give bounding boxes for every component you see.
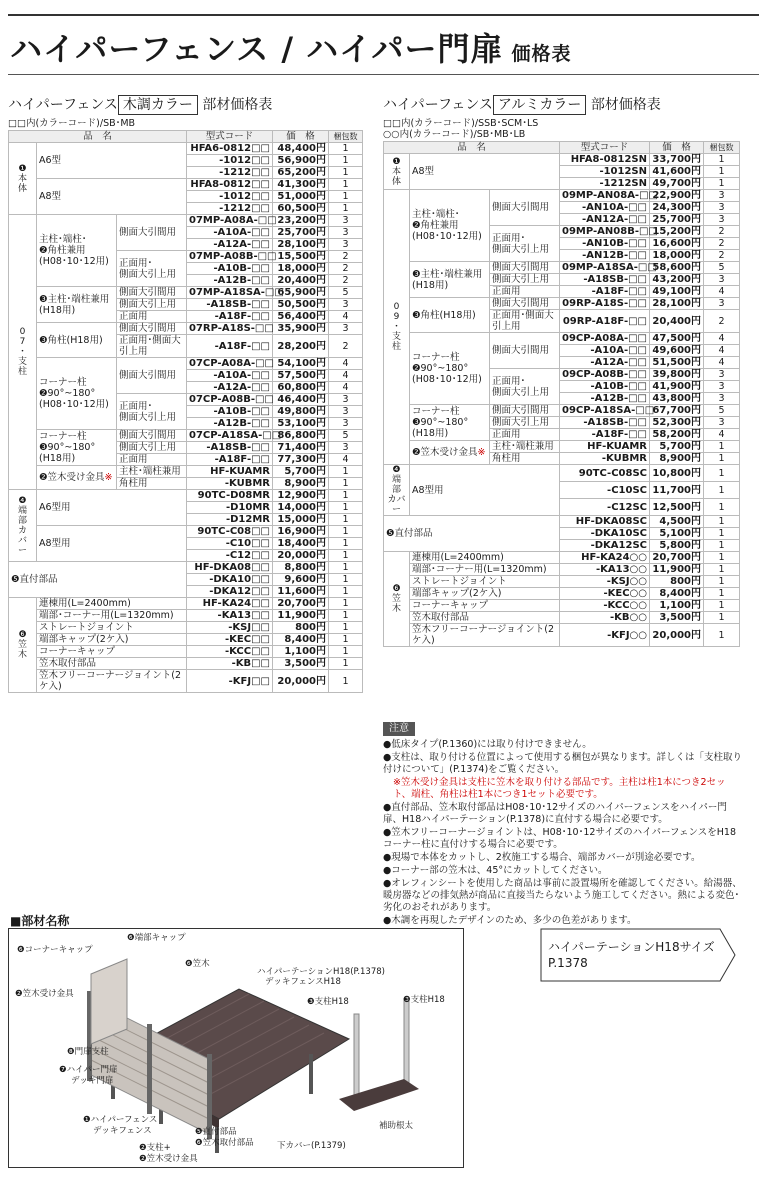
table-row: ❶ 本 体 A6型 HFA6-0812□□ 48,400円 1 bbox=[9, 143, 363, 155]
table-row: -C10SC 11,700円 1 bbox=[384, 482, 740, 499]
notes-section bbox=[383, 722, 743, 928]
label-partition-h18: ハイパーテーションH18(P.1378) bbox=[257, 967, 385, 977]
note-item: ●オレフィンシートを使用した商品は事前に設置場所を確認してください。給湯器、暖房器などの排気熱が商品に直接当たらないよう施工してください。熱による変色･劣化のおそれがあります。 bbox=[383, 878, 742, 913]
table-row: 端部･コーナー用(L=1320mm) -KA13○○ 11,900円 1 bbox=[384, 564, 740, 576]
right-color-legend-2: ○○内(カラーコード)/SB･MB･LB bbox=[383, 129, 526, 140]
table-row: ❹ 端 部 カ バ ー A6型用 90TC-D08MR 12,900円 1 bbox=[9, 490, 363, 502]
table-row: -A10B-□□ 41,900円 3 bbox=[384, 381, 740, 393]
table-row: 0 7 ・ 支 柱 主柱･端柱･ ❷角柱兼用 (H08･10･12用) 側面大引間用 07MP-A08A-□□ 23,200円 3 bbox=[9, 215, 363, 227]
label-corner-cap: ❻コーナーキャップ bbox=[17, 945, 93, 955]
table-row: -AN10B-□□ 16,600円 2 bbox=[384, 238, 740, 250]
table-row: 側面大引上用 -A18SB-□□ 50,500円 3 bbox=[9, 299, 363, 311]
note-item: ※笠木受け金具は支柱に笠木を取り付ける部品です。主柱は柱1本につき2セット、端柱、角柱は柱1本につき1セット必要です。 bbox=[393, 777, 726, 800]
parts-diagram bbox=[8, 928, 464, 1168]
header-price: 価 格 bbox=[273, 131, 329, 143]
table-row: 端部キャップ(2ケ入) -KEC○○ 8,400円 1 bbox=[384, 588, 740, 600]
header-qty: 梱包数 bbox=[704, 142, 740, 154]
table-row: 角柱用 -KUBMR 8,900円 1 bbox=[384, 453, 740, 465]
table-row: -A12B-□□ 53,100円 3 bbox=[9, 418, 363, 430]
note-item: ●直付部品、笠木取付部品はH08･10･12サイズのハイパーフェンスをハイパー門扉、H18ハイパーテーション(P.1378)に直付する場合に必要です。 bbox=[383, 802, 727, 825]
label-bottom-cover: 下カバー(P.1379) bbox=[277, 1141, 346, 1151]
table-row: コーナーキャップ -KCC○○ 1,100円 1 bbox=[384, 600, 740, 612]
note-item: ●現場で本体をカットし、2枚施工する場合、端部カバーが別途必要です。 bbox=[383, 852, 701, 863]
label-post-h18-a: ❸支柱H18 bbox=[307, 997, 349, 1007]
table-row: 正面用･ 側面大引上用 07CP-A08B-□□ 46,400円 3 bbox=[9, 394, 363, 406]
header-code: 型式コード bbox=[187, 131, 273, 143]
diagram-title: ■部材名称 bbox=[10, 914, 70, 928]
label-aux-joist: 補助根太 bbox=[379, 1121, 414, 1131]
table-row: -AN12A-□□ 25,700円 3 bbox=[384, 214, 740, 226]
table-row: -C10□□ 18,400円 1 bbox=[9, 538, 363, 550]
arrow-box-shape bbox=[540, 928, 736, 982]
table-row: ❸角柱(H18用) 側面大引間用 07RP-A18S-□□ 35,900円 3 bbox=[9, 323, 363, 335]
table-row: -1012SN 41,600円 1 bbox=[384, 166, 740, 178]
table-row: コーナー柱 ❸90°~180° (H18用) 側面大引間用 07CP-A18SA-□□ 86,800円 5 bbox=[9, 430, 363, 442]
table-row: ❹ 端 部 カバー A8型用 90TC-C08SC 10,800円 1 bbox=[384, 465, 740, 482]
table-row: -DKA12SC 5,800円 1 bbox=[384, 540, 740, 552]
label-deck-fence: デッキフェンス bbox=[93, 1126, 152, 1136]
table-row: ❺直付部品 HF-DKA08SC 4,500円 1 bbox=[384, 516, 740, 528]
table-row: -AN12B-□□ 18,000円 2 bbox=[384, 250, 740, 262]
left-section-title: ハイパーフェンス 木調カラー 部材価格表 bbox=[8, 97, 273, 113]
note-item: ●低床タイプ(P.1360)には取り付けできません。 bbox=[383, 739, 592, 750]
table-row: A8型用 90TC-C08□□ 16,900円 1 bbox=[9, 526, 363, 538]
left-price-table bbox=[8, 130, 363, 490]
label-deck-fence-h18: デッキフェンスH18 bbox=[265, 977, 341, 987]
table-row: ストレートジョイント -KSJ○○ 800円 1 bbox=[384, 576, 740, 588]
table-row: 正面用 -A18F-□□ 58,200円 4 bbox=[384, 429, 740, 441]
header-code: 型式コード bbox=[560, 142, 650, 154]
table-row: -C12SC 12,500円 1 bbox=[384, 499, 740, 516]
table-row: -A12A-□□ 51,500円 4 bbox=[384, 357, 740, 369]
ref-line2: P.1378 bbox=[548, 956, 588, 970]
table-row: -AN10A-□□ 24,300円 3 bbox=[384, 202, 740, 214]
header-price: 価 格 bbox=[650, 142, 704, 154]
label-end-cap: ❻端部キャップ bbox=[127, 933, 186, 943]
label-post-plus: ❷支柱+ bbox=[139, 1143, 171, 1153]
table-row: 正面用･側面大引上用 09RP-A18F-□□ 20,400円 2 bbox=[384, 310, 740, 333]
table-row: 正面用･側面大引上用 -A18F-□□ 28,200円 2 bbox=[9, 335, 363, 358]
right-price-table bbox=[383, 141, 740, 465]
header-name: 品 名 bbox=[9, 131, 187, 143]
table-row: 側面大引上用 -A18SB-□□ 52,300円 3 bbox=[384, 417, 740, 429]
note-item: ●支柱は、取り付ける位置によって使用する梱包が異なります。詳しくは「支柱取り付けについて」(P.1374)をご覧ください。 bbox=[383, 752, 743, 775]
table-row: 0 9 ・ 支 柱 主柱･端柱･ ❷角柱兼用 (H08･10･12用) 側面大引間用 09MP-AN08A-□□ 22,900円 3 bbox=[384, 190, 740, 202]
table-row: コーナー柱 ❷90°~180° (H08･10･12用) 側面大引間用 07CP-A08A-□□ 54,100円 4 bbox=[9, 358, 363, 370]
table-row: コーナー柱 ❸90°~180° (H18用) 側面大引間用 09CP-A18SA-□□ 67,700円 5 bbox=[384, 405, 740, 417]
table-row: ❷笠木受け金具※ 主柱･端柱兼用 HF-KUAMR 5,700円 1 bbox=[384, 441, 740, 453]
label-deck-gate: デッキ門扉 bbox=[71, 1076, 114, 1086]
table-row: -A12A-□□ 28,100円 3 bbox=[9, 239, 363, 251]
note-item: ●木調を再現したデザインのため、多少の色差があります。 bbox=[383, 915, 637, 926]
table-row: -A10A-□□ 25,700円 3 bbox=[9, 227, 363, 239]
label-kasagi-bracket-2: ❷笠木受け金具 bbox=[139, 1154, 198, 1164]
table-row: ❻ 笠 木 連棟用(L=2400mm) HF-KA24○○ 20,700円 1 bbox=[384, 552, 740, 564]
label-kasagi-mount: ❻笠木取付部品 bbox=[195, 1138, 254, 1148]
table-row: -1012□□ 51,000円 1 bbox=[9, 191, 363, 203]
table-row: 正面用･ 側面大引上用 09MP-AN08B-□□ 15,200円 2 bbox=[384, 226, 740, 238]
table-row: -D10MR 14,000円 1 bbox=[9, 502, 363, 514]
table-row: 正面用･ 側面大引上用 09CP-A08B-□□ 39,800円 3 bbox=[384, 369, 740, 381]
left-color-legend: □□内(カラーコード)/SB･MB bbox=[8, 118, 136, 129]
table-row: -DKA10□□ 9,600円 1 bbox=[9, 574, 363, 586]
header-name: 品 名 bbox=[384, 142, 560, 154]
label-direct-parts: ❺直付部品 bbox=[195, 1127, 237, 1137]
note-item: ●笠木フリーコーナージョイントは、H08･10･12サイズのハイパーフェンスをH18コーナー柱に直付けする場合に必要です。 bbox=[383, 827, 736, 850]
table-row: -A12B-□□ 20,400円 2 bbox=[9, 275, 363, 287]
table-row: 角柱用 -KUBMR 8,900円 1 bbox=[9, 478, 363, 490]
table-row: -1212□□ 60,500円 1 bbox=[9, 203, 363, 215]
page-title: ハイパーフェンス / ハイパー門扉 価格表 bbox=[10, 30, 572, 68]
title-underline bbox=[8, 74, 759, 75]
label-kasagi: ❻笠木 bbox=[185, 959, 210, 969]
table-row: 側面大引上用 -A18SB-□□ 43,200円 3 bbox=[384, 274, 740, 286]
table-row: 笠木取付部品 -KB□□ 3,500円 1 bbox=[9, 658, 363, 670]
table-row: ❸角柱(H18用) 側面大引間用 09RP-A18S-□□ 28,100円 3 bbox=[384, 298, 740, 310]
notes-title: 注意 bbox=[383, 722, 415, 736]
table-row: 笠木取付部品 -KB○○ 3,500円 1 bbox=[384, 612, 740, 624]
table-row: A8型 HFA8-0812□□ 41,300円 1 bbox=[9, 179, 363, 191]
left-price-table-2 bbox=[8, 489, 363, 693]
right-color-legend-1: □□内(カラーコード)/SSB･SCM･LS bbox=[383, 118, 539, 129]
table-row: -A10A-□□ 57,500円 4 bbox=[9, 370, 363, 382]
table-row: -DKA10SC 5,100円 1 bbox=[384, 528, 740, 540]
ref-line1: ハイパーテーションH18サイズ bbox=[548, 940, 715, 954]
right-section-title: ハイパーフェンス アルミカラー 部材価格表 bbox=[383, 97, 661, 113]
table-row: -DKA12□□ 11,600円 1 bbox=[9, 586, 363, 598]
table-row: ❷笠木受け金具※ 主柱･端柱兼用 HF-KUAMR 5,700円 1 bbox=[9, 466, 363, 478]
table-row: ❺直付部品 HF-DKA08□□ 8,800円 1 bbox=[9, 562, 363, 574]
table-row: -1212SN 49,700円 1 bbox=[384, 178, 740, 190]
table-row: -A10B-□□ 49,800円 3 bbox=[9, 406, 363, 418]
table-row: 正面用･ 側面大引上用 07MP-A08B-□□ 15,500円 2 bbox=[9, 251, 363, 263]
table-row: ❻ 笠 木 連棟用(L=2400mm) HF-KA24□□ 20,700円 1 bbox=[9, 598, 363, 610]
table-row: -A12A-□□ 60,800円 4 bbox=[9, 382, 363, 394]
table-row: 端部キャップ(2ケ入) -KEC□□ 8,400円 1 bbox=[9, 634, 363, 646]
label-gate-post: ❽門扉支柱 bbox=[67, 1047, 109, 1057]
table-row: 笠木フリーコーナージョイント(2ケ入) -KFJ□□ 20,000円 1 bbox=[9, 670, 363, 693]
partition-ref-callout[interactable] bbox=[540, 928, 736, 982]
table-row: -D12MR 15,000円 1 bbox=[9, 514, 363, 526]
table-row: 正面用 -A18F-□□ 49,100円 4 bbox=[384, 286, 740, 298]
table-row: ❸主柱･端柱兼用 (H18用) 側面大引間用 09MP-A18SA-□□ 58,600円 5 bbox=[384, 262, 740, 274]
label-hyper-gate: ❼ハイパー門扉 bbox=[59, 1065, 118, 1075]
header-qty: 梱包数 bbox=[329, 131, 363, 143]
table-row: 正面用 -A18F-□□ 56,400円 4 bbox=[9, 311, 363, 323]
table-row: 笠木フリーコーナージョイント(2ケ入) -KFJ○○ 20,000円 1 bbox=[384, 624, 740, 647]
table-row: 端部･コーナー用(L=1320mm) -KA13□□ 11,900円 1 bbox=[9, 610, 363, 622]
table-row: 正面用 -A18F-□□ 77,300円 4 bbox=[9, 454, 363, 466]
table-row: -C12□□ 20,000円 1 bbox=[9, 550, 363, 562]
table-row: ❸主柱･端柱兼用 (H18用) 側面大引間用 07MP-A18SA-□□ 65,900円 5 bbox=[9, 287, 363, 299]
table-row: -A10A-□□ 49,600円 4 bbox=[384, 345, 740, 357]
label-hyper-fence: ❶ハイパーフェンス bbox=[83, 1115, 158, 1125]
label-post-h18-b: ❸支柱H18 bbox=[403, 995, 445, 1005]
table-row: ❶ 本 体 A8型 HFA8-0812SN 33,700円 1 bbox=[384, 154, 740, 166]
table-row: -1012□□ 56,900円 1 bbox=[9, 155, 363, 167]
top-rule bbox=[8, 14, 759, 16]
right-price-table-2 bbox=[383, 464, 740, 647]
note-item: ●コーナー部の笠木は、45°にカットしてください。 bbox=[383, 865, 608, 876]
label-kasagi-bracket: ❷笠木受け金具 bbox=[15, 989, 74, 999]
right-price-section bbox=[383, 94, 739, 647]
table-row: コーナーキャップ -KCC□□ 1,100円 1 bbox=[9, 646, 363, 658]
table-row: -A10B-□□ 18,000円 2 bbox=[9, 263, 363, 275]
table-row: コーナー柱 ❷90°~180° (H08･10･12用) 側面大引間用 09CP-A08A-□□ 47,500円 4 bbox=[384, 333, 740, 345]
left-price-section bbox=[8, 94, 362, 693]
table-row: -A12B-□□ 43,800円 3 bbox=[384, 393, 740, 405]
table-row: 側面大引上用 -A18SB-□□ 71,400円 3 bbox=[9, 442, 363, 454]
table-row: -1212□□ 65,200円 1 bbox=[9, 167, 363, 179]
table-row: ストレートジョイント -KSJ□□ 800円 1 bbox=[9, 622, 363, 634]
